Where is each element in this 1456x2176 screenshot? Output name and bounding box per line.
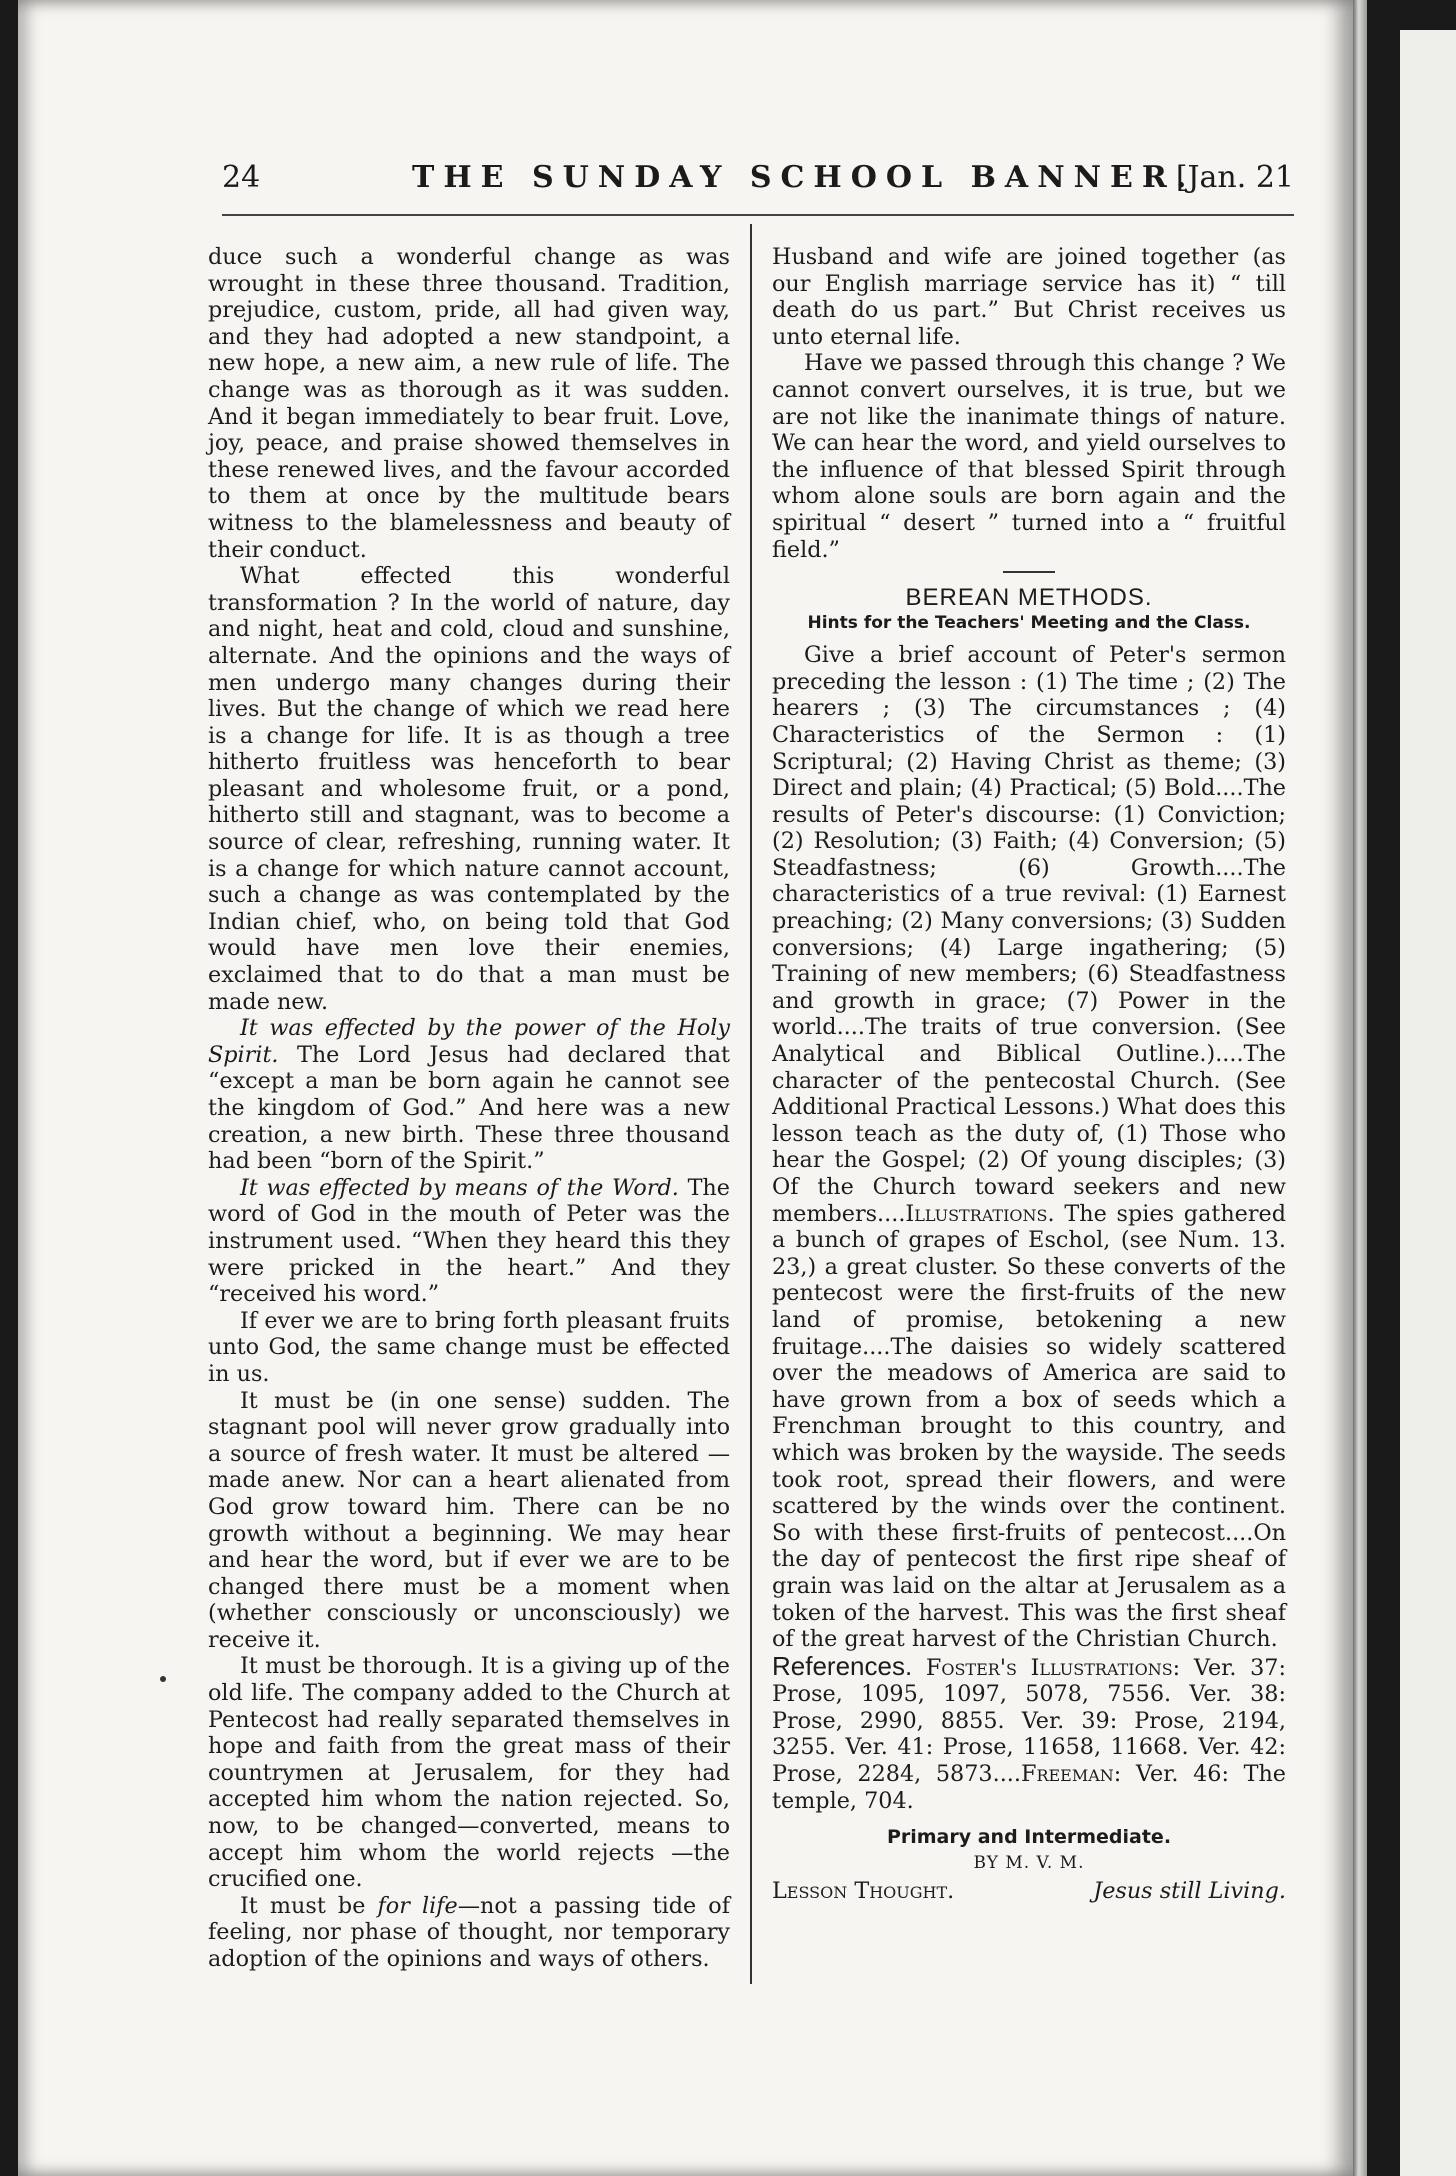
lesson-text: Jesus still Living. [1093, 1878, 1286, 1905]
paragraph-text: —not a passing tide of feeling, nor phase of thought, nor temporary adoption of the opinions and ways of others. [208, 1892, 730, 1972]
reference-source: Freeman: [1020, 1761, 1122, 1788]
page-number: 24 [222, 160, 261, 195]
italic-lead: It was effected by the power of the Holy Spirit. [208, 1015, 730, 1068]
illustrations-label: Illustrations. [905, 1200, 1055, 1227]
italic-phrase: for life [377, 1892, 458, 1919]
issue-date: [Jan. 21 [1175, 160, 1294, 195]
paragraph [772, 642, 1286, 1653]
references [772, 1650, 1286, 1815]
paragraph: It must be thorough. It is a giving up of the old life. The company added to the Church at Pentecost had really separated themselves in hope and faith from the great mass of their countrymen at Jerusalem, for they had accepted him whom the nation rejected. So, now, to be changed—converted, means to accept him whom the world rejects —the crucified one. [208, 1653, 730, 1893]
paragraph [208, 1893, 730, 1973]
paragraph: Have we passed through this change ? We cannot convert ourselves, it is true, but we are not like the inanimate things of nature. We can hear the word, and yield ourselves to the influence of that blessed Spirit through whom alone souls are born again and the spiritual “ desert ” turned into a “ fruitful field.” [772, 350, 1286, 563]
left-column [208, 244, 730, 1973]
section-rule [1003, 571, 1055, 573]
references-label: References. [772, 1650, 913, 1681]
paragraph: It must be (in one sense) sudden. The stagnant pool will never grow gradually into a source of fresh water. It must be altered —made anew. Nor can a heart alienated from God grow toward him. There can be no growth without a beginning. We may hear and hear the word, but if ever we are to be changed there must be a moment when (whether consciously or unconsciously) we receive it. [208, 1387, 730, 1653]
section-subheading: Hints for the Teachers' Meeting and the Class. [807, 613, 1251, 634]
paragraph-text: The spies gathered a bunch of grapes of Eschol, (see Num. 13. 23,) a great cluster. So these converts of the pentecost were the first-fruits of the new land of promise, betokening a new fruitage....The daisies so widely scattered over the meadows of America are said to have grown from a box of seeds which a Frenchman brought to this country, and which was broken by the wayside. The seeds took root, spread their flowers, and were scattered by the winds over the continent. So with these first-fruits of pentecost....On the day of pentecost the first ripe sheaf of grain was laid on the altar at Jerusalem as a token of the harvest. This was the first sheaf of the great harvest of the Christian Church. [772, 1200, 1286, 1653]
paragraph-text: The Lord Jesus had declared that “except a man be born again he cannot see the kingdom of God.” And here was a new creation, a new birth. These three thousand had been “born of the Spirit.” [208, 1041, 730, 1175]
primary-heading: Primary and Intermediate. [886, 1826, 1172, 1849]
publication-title: THE SUNDAY SCHOOL BANNER. [412, 160, 1196, 195]
paragraph-text: It must be [240, 1892, 366, 1919]
page-edge [1353, 0, 1367, 2176]
running-header [222, 158, 1294, 202]
reference-source: Foster's Illustrations: [925, 1654, 1181, 1681]
section-heading: BEREAN METHODS. [905, 584, 1153, 612]
paragraph: What effected this wonderful transformation ? In the world of nature, day and night, heat and cold, cloud and sunshine, alternate. And the opinions and the ways of men undergo many changes during their lives. But the change of which we read here is a change for life. It is as though a tree hitherto fruitless was henceforth to bear pleasant and wholesome fruit, or a pond, hitherto still and stagnant, was to become a source of clear, refreshing, running water. It is a change for which nature cannot account, such a change as was contemplated by the Indian chief, who, on being told that God would have men love their enemies, exclaimed that to do that a man must be made new. [208, 563, 730, 1015]
column-divider [750, 224, 752, 1984]
byline: BY M. V. M. [973, 1853, 1085, 1874]
reference-text: Ver. 37: Prose, 1095, 1097, 5078, 7556. Ver. 38: Prose, 2990, 8855. Ver. 39: Prose, 2194, 3255. Ver. 41: Prose, 11658, 11668. Ver. 42: Prose, 2284, 5873.... [772, 1654, 1286, 1788]
right-column [772, 244, 1286, 1905]
paragraph: duce such a wonderful change as was wrought in these three thousand. Tradition, prejudice, custom, pride, all had given way, and they had adopted a new standpoint, a new hope, a new aim, a new rule of life. The change was as thorough as it was sudden. And it began immediately to bear fruit. Love, joy, peace, and praise showed themselves in these renewed lives, and the favour accorded to them at once by the multitude bears witness to the blamelessness and beauty of their conduct. [208, 244, 730, 563]
paragraph-text: The word of God in the mouth of Peter was the instrument used. “When they heard this they were pricked in the heart.” And they “received his word.” [208, 1174, 730, 1308]
paragraph-text: Give a brief account of Peter's sermon preceding the lesson : (1) The time ; (2) The hearers ; (3) The circumstances ; (4) Characteristics of the Sermon : (1) Scriptural; (2) Having Christ as theme; (3) Direct and plain; (4) Practical; (5) Bold....The results of Peter's discourse: (1) Conviction; (2) Resolution; (3) Faith; (4) Conversion; (5) Steadfastness; (6) Growth....The characteristics of a true revival: (1) Earnest preaching; (2) Many conversions; (3) Sudden conversions; (4) Large ingathering; (5) Training of new members; (6) Steadfastness and growth in grace; (7) Power in the world....The traits of true conversion. (See Analytical and Biblical Outline.)....The character of the pentecostal Church. (See Additional Practical Lessons.) What does this lesson teach as the duty of, (1) Those who hear the Gospel; (2) Of young disciples; (3) Of the Church toward seekers and new members.... [772, 642, 1286, 1227]
paragraph: If ever we are to bring forth pleasant fruits unto God, the same change must be effected in us. [208, 1307, 730, 1387]
reference-text: Ver. 46: The temple, 704. [772, 1761, 1286, 1814]
header-rule [222, 214, 1294, 216]
lesson-label: Lesson Thought. [772, 1878, 955, 1905]
paragraph [208, 1015, 730, 1175]
italic-lead: It was effected by means of the Word. [240, 1174, 679, 1201]
next-page-sliver [1400, 30, 1456, 2176]
paragraph [208, 1175, 730, 1308]
margin-mark [160, 1676, 166, 1682]
lesson-thought [772, 1878, 1286, 1905]
paragraph: Husband and wife are joined together (as our English marriage service has it) “ till death do us part.” But Christ receives us unto eternal life. [772, 244, 1286, 350]
